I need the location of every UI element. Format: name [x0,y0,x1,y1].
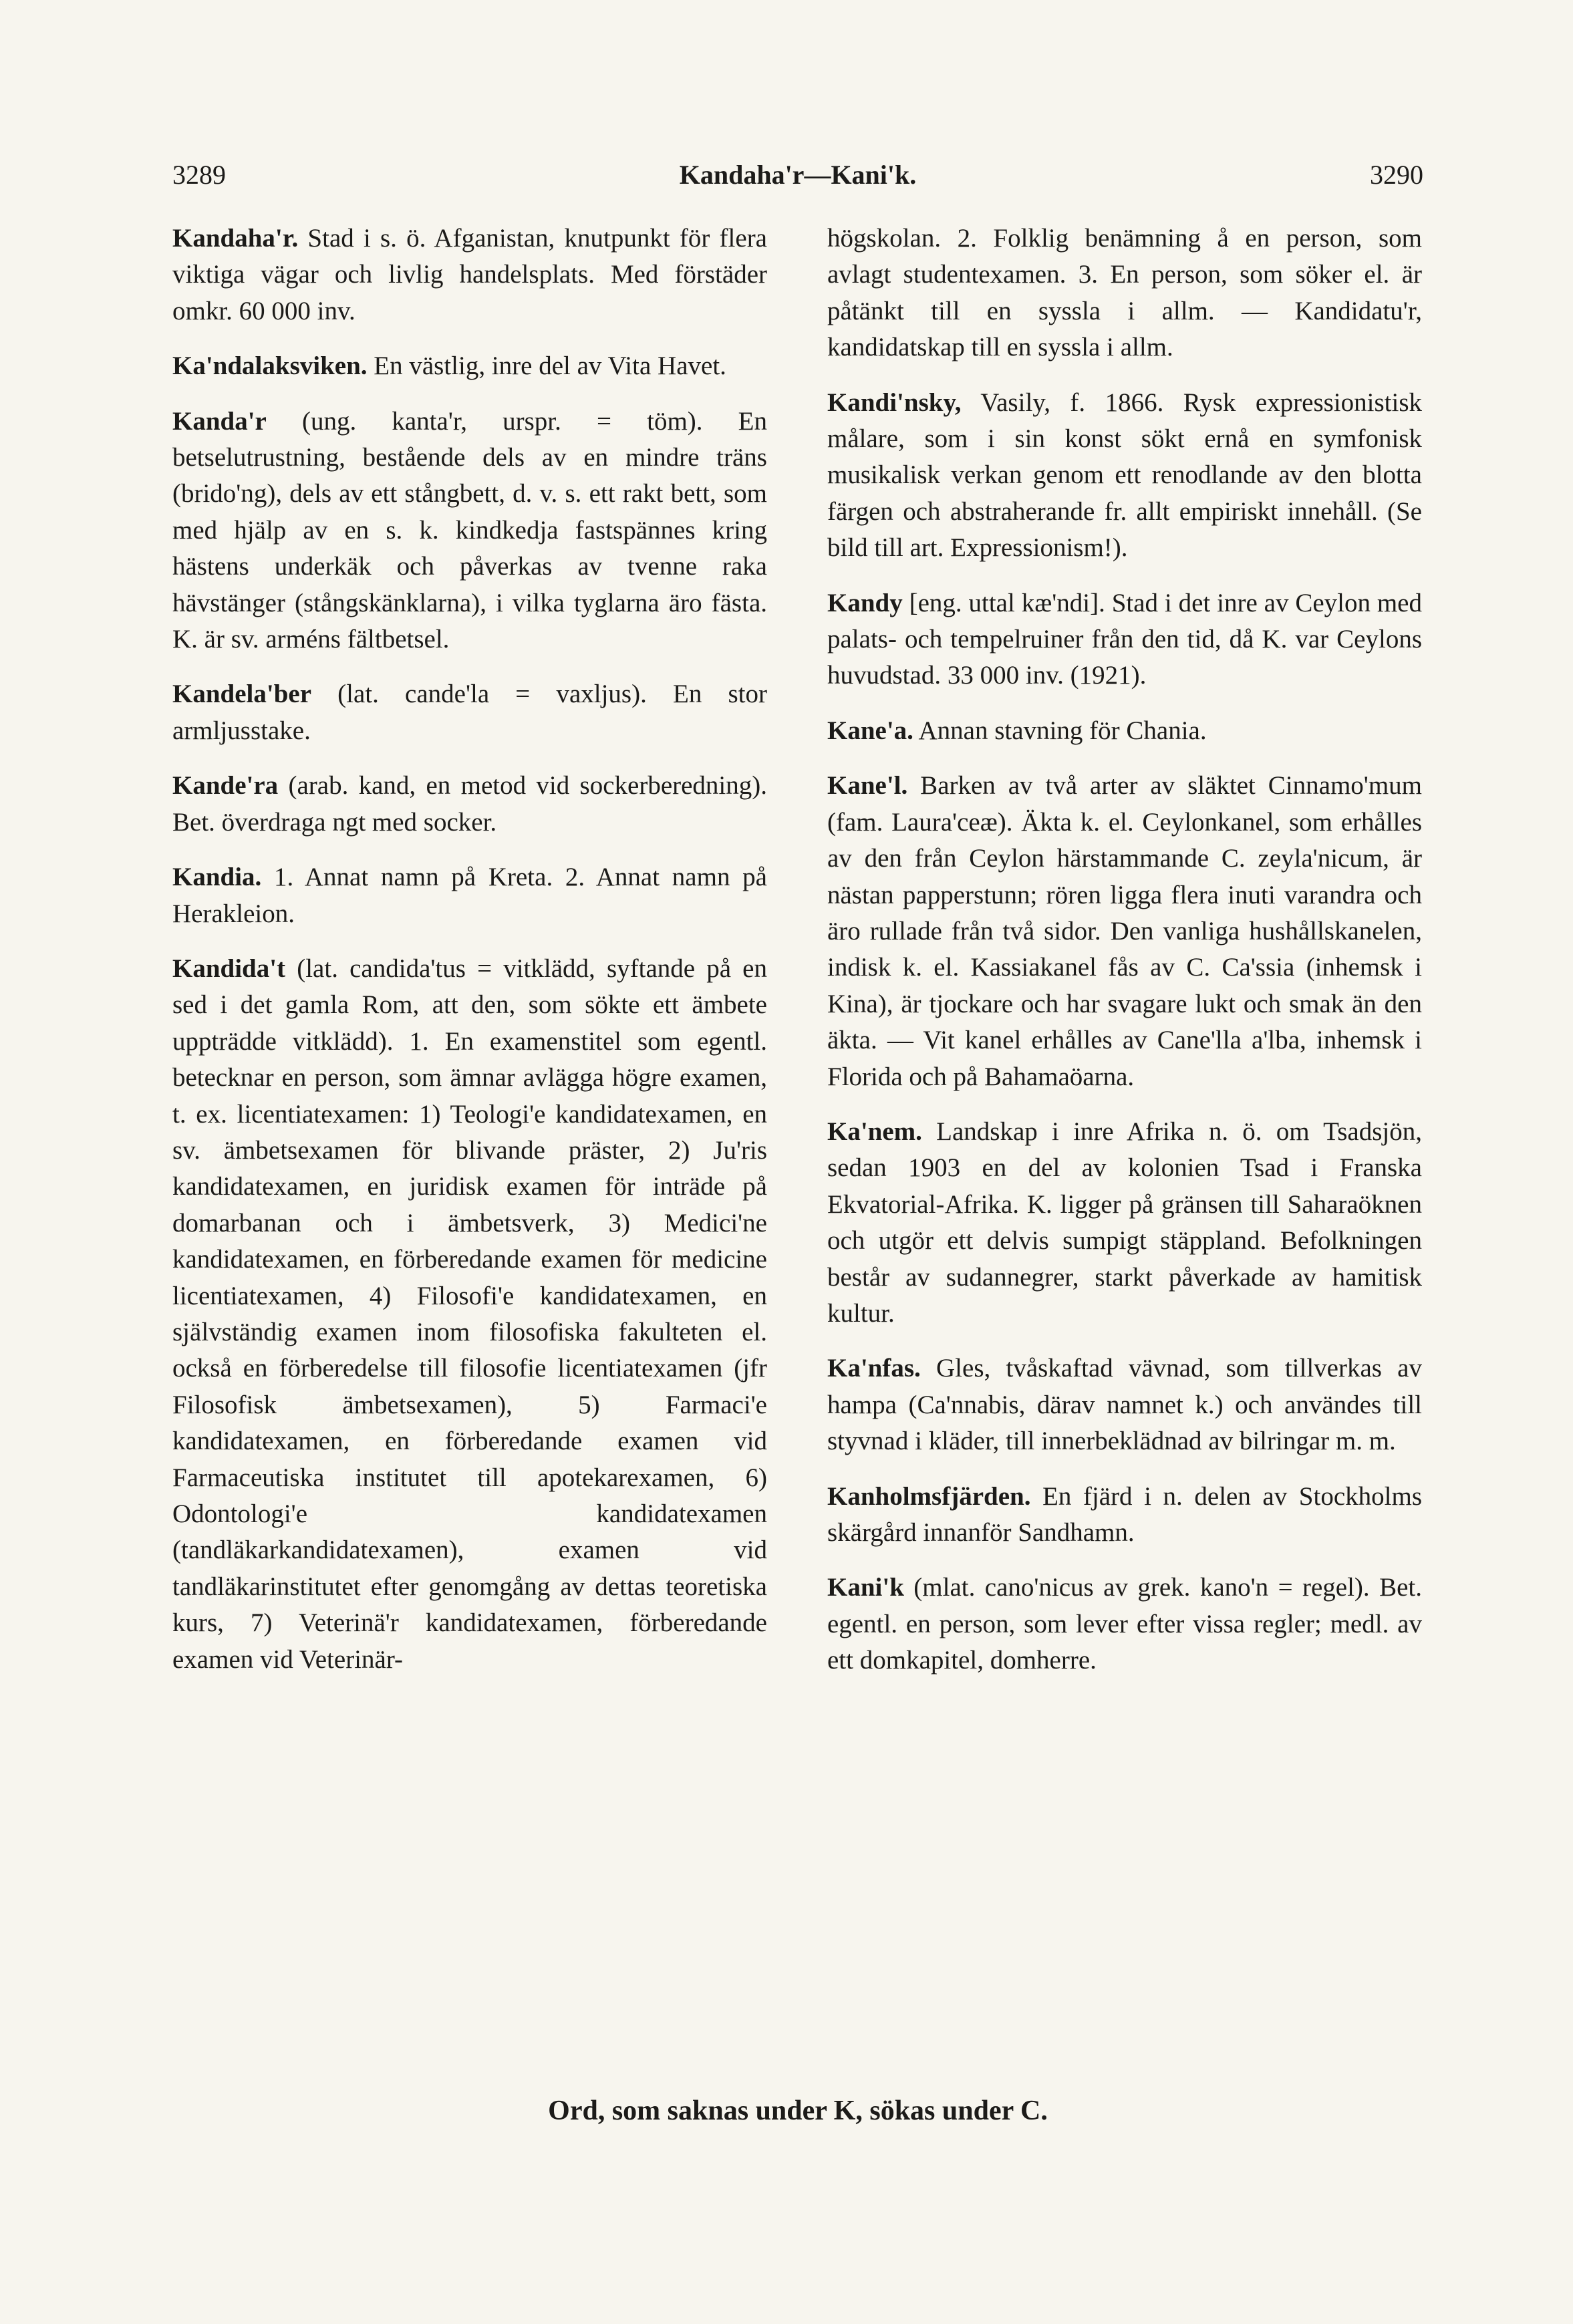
entry [172,768,767,841]
entry-text: 1. Annat namn på Kreta. 2. Annat namn på Herakleion. [172,863,767,928]
right-column [827,221,1422,1698]
entry [172,348,767,384]
entry-headword: Kanda'r [172,406,267,436]
entry-text: Barken av två arter av släktet Cinnamo'mum (fam. Laura'ceæ). Äkta k. el. Ceylonkanel, som erhålles av den från Ceylon härstammande C. zeyla'nicum, är nästan papperstunn; rören ligga flera inuti varandra och äro rullade från två sidor. Den vanliga hushållskanelen, indisk k. el. Kassiakanel fås av C. Ca'ssia (inhemsk i Kina), är tjockare och har svagare lukt och smak än den äkta. — Vit kanel erhålles av Cane'lla a'lba, inhemsk i Florida och på Bahamaöarna. [827,771,1422,1091]
entry-text: En fjärd i n. delen av Stockholms skärgård innanför Sandhamn. [827,1481,1422,1547]
entry [172,404,767,658]
entry [172,676,767,749]
entry-headword: Kane'l. [827,771,908,801]
entry-headword: Ka'nem. [827,1117,922,1146]
entry-headword: Kandida't [172,954,286,983]
entry-headword: Kane'a. [827,716,913,745]
entry [172,951,767,1678]
entry-headword: Ka'ndalaksviken. [172,351,368,381]
entry-text: Stad i s. ö. Afganistan, knutpunkt för flera viktiga vägar och livlig handelsplats. Med förstäder omkr. 60 000 inv. [172,224,767,325]
entry [827,385,1422,567]
page-number-left: 3289 [172,160,226,190]
entry-headword: Kandi'nsky, [827,388,962,417]
entry [827,713,1422,749]
entry [172,221,767,329]
entry-headword: Kande'ra [172,771,279,801]
entry-headword: Kandela'ber [172,680,312,709]
entry-headword: Kani'k [827,1573,904,1602]
entry-headword: Kandaha'r. [172,224,299,253]
entry-text: högskolan. 2. Folklig benämning å en person, som avlagt studentexamen. 3. En person, som söker el. är påtänkt till en syssla i allm. — Kandidatu'r, kandidatskap till en syssla i allm. [827,224,1422,362]
entry [827,1479,1422,1552]
running-title: Kandaha'r—Kani'k. [679,160,917,190]
page-number-right: 3290 [1370,160,1423,190]
entry [827,1114,1422,1332]
entry-text: Landskap i inre Afrika n. ö. om Tsadsjön, sedan 1903 en del av kolonien Tsad i Franska Ekvatorial-Afrika. K. ligger på gränsen till Saharaöknen och utgör ett delvis sumpigt stäppland. Befolkningen består av sudannegrer, starkt påverkade av hamitisk kultur. [827,1117,1422,1328]
footer-note: Ord, som saknas under K, sökas under C. [548,2095,1048,2126]
entry-headword: Kandy [827,588,903,617]
entry-headword: Kandia. [172,863,262,892]
left-column [172,221,767,1697]
entry-continuation [827,221,1422,366]
entry-text: (mlat. cano'nicus av grek. kano'n = regel). Bet. egentl. en person, som lever efter vissa regler; medl. av ett domkapitel, domherre. [827,1573,1422,1675]
entry [827,585,1422,694]
entry-text: [eng. uttal kæ'ndi]. Stad i det inre av Ceylon med palats- och tempelruiner från den tid, då K. var Ceylons huvudstad. 33 000 inv. (1921). [827,588,1422,690]
entry-headword: Ka'nfas. [827,1354,921,1383]
page-header [172,159,1423,199]
entry-text: Gles, tvåskaftad vävnad, som tillverkas av hampa (Ca'nnabis, därav namnet k.) och användes till styvnad i kläder, till innerbeklädnad av bilringar m. m. [827,1354,1422,1456]
entry [827,768,1422,1095]
entry [827,1350,1422,1459]
entry [172,859,767,932]
entry-text: (ung. kanta'r, urspr. = töm). En betselutrustning, bestående dels av en mindre träns (brido'ng), dels av ett stångbett, d. v. s. ett rakt bett, som med hjälp av en s. k. kindkedja fastspännes kring hästens underkäk och påverkas av tvenne raka hävstänger (stångskänklarna), i vilka tyglarna äro fästa. K. är sv. arméns fältbetsel. [172,406,767,654]
entry-headword: Kanholmsfjärden. [827,1481,1031,1511]
entry-text: Vasily, f. 1866. Rysk expressionistisk målare, som i sin konst sökt ernå en symfonisk musikalisk verkan genom ett renodlande av den blotta färgen och abstraherande fr. allt empiriskt innehåll. (Se bild till art. Expressionism!). [827,388,1422,563]
entry [827,1570,1422,1679]
entry-text: Annan stavning för Chania. [913,716,1207,745]
entry-text: (arab. kand, en metod vid sockerberedning). Bet. överdraga ngt med socker. [172,771,767,837]
entry-text: (lat. cande'la = vaxljus). En stor armljusstake. [172,680,767,745]
entry-text: (lat. candida'tus = vitklädd, syftande på en sed i det gamla Rom, att den, som sökte ett ämbete uppträdde vitklädd). 1. En examenstitel som egentl. betecknar en person, som ämnar avlägga högre examen, t. ex. licentiatexamen: 1) Teologi'e kandidatexamen, en sv. ämbetsexamen för blivande präster, 2) Ju'ris kandidatexamen, en juridisk examen för inträde på domarbanan och i ämbetsverk, 3) Medici'ne kandidatexamen, en förberedande examen för medicine licentiatexamen, 4) Filosofi'e kandidatexamen, en självständig examen inom filosofiska fakulteten el. också en förberedelse till filosofie licentiatexamen (jfr Filosofisk ämbetsexamen), 5) Farmaci'e kandidatexamen, en förberedande examen vid Farmaceutiska institutet till apotekarexamen, 6) Odontologi'e kandidatexamen (tandläkarkandidatexamen), examen vid tandläkarinstitutet efter genomgång av dettas teoretiska kurs, 7) Veterinä'r kandidatexamen, förberedande examen vid Veterinär- [172,954,767,1674]
entry-text: En västlig, inre del av Vita Havet. [367,351,726,381]
